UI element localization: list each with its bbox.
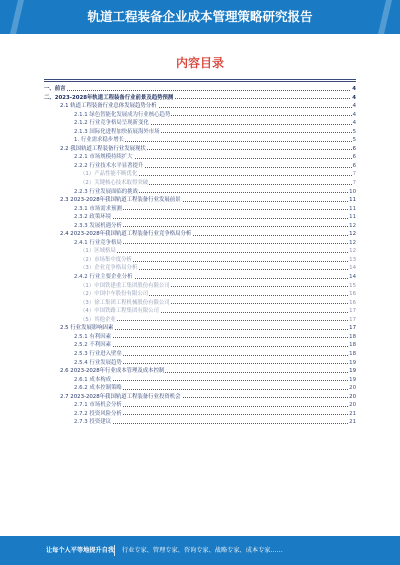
toc-entry-text: （3）徐工集团工程机械股份有限公司	[80, 299, 170, 306]
toc-entry[interactable]	[44, 367, 356, 376]
toc-page-number: 18	[349, 333, 356, 340]
toc-entry-text: 2.5.2 不利因素	[74, 342, 111, 349]
toc-entry-text: 2.1.2 行业竞争格局呈现新变化	[74, 120, 149, 127]
toc-entry[interactable]	[44, 316, 356, 325]
toc-page-number: 15	[349, 282, 356, 289]
toc-entry-text: 2.5.3 行业进入壁垒	[74, 350, 122, 357]
toc-entry-text: 2.7 2023-2028年我国轨道工程装备行业投资机会	[60, 393, 181, 400]
toc-entry-text: 2.3.1 市场需求预测	[74, 205, 122, 212]
toc-entry[interactable]	[44, 179, 356, 188]
toc-page-number: 6	[352, 145, 356, 152]
toc-top-rule-thin	[44, 81, 356, 82]
toc-leader-dots	[74, 337, 352, 338]
toc-entry[interactable]	[44, 85, 356, 94]
toc-page-number: 19	[349, 359, 356, 366]
toc-entry[interactable]	[44, 111, 356, 120]
toc-entry-text: 2.6.1 成本构成	[74, 376, 111, 383]
toc-entry-text: 2.7.2 投资风险分析	[74, 410, 122, 417]
toc-leader-dots	[74, 423, 352, 424]
toc-page-number: 12	[349, 239, 356, 246]
decorative-swoosh-right-icon	[376, 0, 394, 34]
toc-page-number: 12	[349, 231, 356, 238]
page-footer	[0, 536, 400, 565]
toc-entry-text: 2.4 2023-2028年我国轨道工程装备行业竞争格局分析	[60, 231, 192, 238]
toc-entry[interactable]	[44, 290, 356, 299]
toc-entry[interactable]	[44, 102, 356, 111]
toc-entry[interactable]	[44, 282, 356, 291]
toc-entry[interactable]	[44, 230, 356, 239]
toc-entry[interactable]	[44, 256, 356, 265]
toc-entry[interactable]	[44, 333, 356, 342]
toc-entry[interactable]	[44, 128, 356, 137]
toc-entry[interactable]	[44, 324, 356, 333]
toc-page-number: 17	[349, 308, 356, 315]
toc-entry-text: 2.1.3 国际化进程加快拓展海外市场	[74, 128, 160, 135]
toc-page-number: 6	[352, 154, 356, 161]
toc-entry-text: （3）企业竞争格局分析	[80, 265, 138, 272]
toc-entry-text: 2.1 轨道工程装备行业总体发展趋势分析	[60, 103, 157, 110]
toc-page-number: 21	[349, 419, 356, 426]
footer-divider	[114, 545, 115, 556]
toc-entry[interactable]	[44, 299, 356, 308]
toc-leader-dots	[80, 320, 352, 321]
toc-entry-text: 2.3 2023-2028年我国轨道工程装备行业发展前景	[60, 197, 181, 204]
toc-page-number: 12	[349, 222, 356, 229]
toc-entry-text: 2.2.3 行业发展面临的挑战	[74, 188, 138, 195]
toc-entry-text: 2.6 2023-2028年行业成本管理及成本控制	[60, 368, 165, 375]
toc-page-number: 4	[352, 120, 356, 127]
toc-leader-dots	[80, 252, 352, 253]
toc-page-number: 16	[349, 299, 356, 306]
toc-entry[interactable]	[44, 196, 356, 205]
toc-page-number: 21	[349, 410, 356, 417]
toc-page-number: 14	[349, 274, 356, 281]
toc-entry[interactable]	[44, 418, 356, 427]
toc-entry[interactable]	[44, 94, 356, 103]
toc-entry[interactable]	[44, 264, 356, 273]
toc-entry-text: 2.2.1 市场规模持续扩大	[74, 154, 133, 161]
toc-entry-text: 2.1.1 绿色智能化发展成为行业核心趋势	[74, 111, 171, 118]
toc-entry-text: （1）产品性能不断优化	[80, 171, 138, 178]
toc-page-number: 5	[352, 128, 356, 135]
toc-page-number: 10	[349, 188, 356, 195]
toc-page-number: 7	[352, 171, 356, 178]
toc-entry[interactable]	[44, 119, 356, 128]
toc-page-number: 12	[349, 248, 356, 255]
toc-entry[interactable]	[44, 393, 356, 402]
toc-entry[interactable]	[44, 213, 356, 222]
toc-page-number: 20	[349, 385, 356, 392]
toc-entry-text: （5）其他企业	[80, 316, 116, 323]
toc-entry-text: 2.5.1 有利因素	[74, 333, 111, 340]
toc-entry[interactable]	[44, 401, 356, 410]
toc-entry[interactable]	[44, 136, 356, 145]
toc-entry-text: 1. 行业需求稳步增长	[74, 137, 124, 144]
toc-entry[interactable]	[44, 307, 356, 316]
toc-page-number: 5	[352, 137, 356, 144]
toc-entry-text: 2.2.2 行业技术水平显著提升	[74, 162, 144, 169]
toc-leader-dots	[74, 218, 352, 219]
toc-page-number: 7	[352, 180, 356, 187]
toc-page-number: 18	[349, 350, 356, 357]
table-of-contents	[44, 85, 356, 427]
toc-entry[interactable]	[44, 273, 356, 282]
toc-entry-text: 一、前言	[44, 86, 66, 92]
toc-entry-text: 2.4.2 行业主要企业分析	[74, 274, 133, 281]
toc-entry-text: 2.6.2 成本控制策略	[74, 385, 122, 392]
footer-slogan: 让每个人平等地提升自我	[46, 547, 115, 554]
toc-entry[interactable]	[44, 359, 356, 368]
toc-page-number: 18	[349, 342, 356, 349]
page-header	[0, 0, 400, 34]
toc-top-rule	[44, 79, 356, 80]
toc-entry-text: （2）中国中车股份有限公司	[80, 291, 149, 298]
toc-page-number: 11	[349, 205, 356, 212]
toc-page-number: 14	[349, 265, 356, 272]
toc-entry-text: （2）市场集中度分析	[80, 256, 132, 263]
toc-page-number: 17	[349, 325, 356, 332]
toc-entry[interactable]	[44, 239, 356, 248]
toc-page-number: 20	[349, 402, 356, 409]
toc-leader-dots	[44, 90, 352, 91]
toc-entry[interactable]	[44, 153, 356, 162]
toc-page-number: 16	[349, 291, 356, 298]
toc-page-number: 4	[352, 111, 356, 118]
toc-page-number: 4	[352, 103, 356, 110]
toc-page-number: 6	[352, 162, 356, 169]
toc-entry-text: （4）中国铁路工程集团有限公司	[80, 308, 159, 315]
toc-entry-text: （1）区域格局	[80, 248, 116, 255]
toc-leader-dots	[74, 346, 352, 347]
toc-entry-text: 2.7.3 投资建议	[74, 419, 111, 426]
toc-entry[interactable]	[44, 384, 356, 393]
footer-experts: 行业专家、管理专家、咨询专家、战略专家、成本专家……	[122, 547, 283, 554]
toc-entry-text: 2.5.4 行业发展趋势	[74, 359, 122, 366]
decorative-swoosh-left-icon	[8, 0, 26, 34]
toc-leader-dots	[74, 380, 352, 381]
toc-entry-text: 2.2 我国轨道工程装备行业发展现状	[60, 145, 146, 152]
toc-entry-text: 2.5 行业发展影响因素	[60, 325, 114, 332]
header-title: 轨道工程装备企业成本管理策略研究报告	[87, 9, 313, 24]
toc-entry[interactable]	[44, 350, 356, 359]
toc-entry-text: 2.4.1 行业竞争格局	[74, 239, 122, 246]
toc-entry-text: 2.7.1 市场机会分析	[74, 402, 122, 409]
toc-entry[interactable]	[44, 188, 356, 197]
toc-page-number: 19	[349, 376, 356, 383]
toc-page-number: 11	[349, 214, 356, 221]
toc-entry[interactable]	[44, 205, 356, 214]
toc-entry-text: （2）关键核心技术取得突破	[80, 180, 149, 187]
toc-entry[interactable]	[44, 145, 356, 154]
toc-entry[interactable]	[44, 341, 356, 350]
toc-page-number: 19	[349, 368, 356, 375]
toc-page-number: 11	[349, 197, 356, 204]
toc-page-number: 17	[349, 316, 356, 323]
toc-entry-text: 2.3.2 政策环境	[74, 214, 111, 221]
toc-page-number: 4	[352, 94, 356, 101]
toc-page-number: 20	[349, 393, 356, 400]
toc-entry-text: 二、2023-2028年轨道工程装备行业前景及趋势预测	[44, 94, 174, 101]
toc-entry[interactable]	[44, 170, 356, 179]
toc-entry[interactable]	[44, 222, 356, 231]
toc-entry[interactable]	[44, 247, 356, 256]
toc-page-number: 4	[352, 86, 356, 92]
toc-entry-text: 2.3.3 发展机遇分析	[74, 222, 122, 229]
toc-entry[interactable]	[44, 162, 356, 171]
toc-entry-text: （1）中国铁建重工集团股份有限公司	[80, 282, 170, 289]
toc-page-number: 13	[349, 256, 356, 263]
toc-title: 内容目录	[175, 56, 224, 70]
toc-entry[interactable]	[44, 410, 356, 419]
toc-entry[interactable]	[44, 376, 356, 385]
